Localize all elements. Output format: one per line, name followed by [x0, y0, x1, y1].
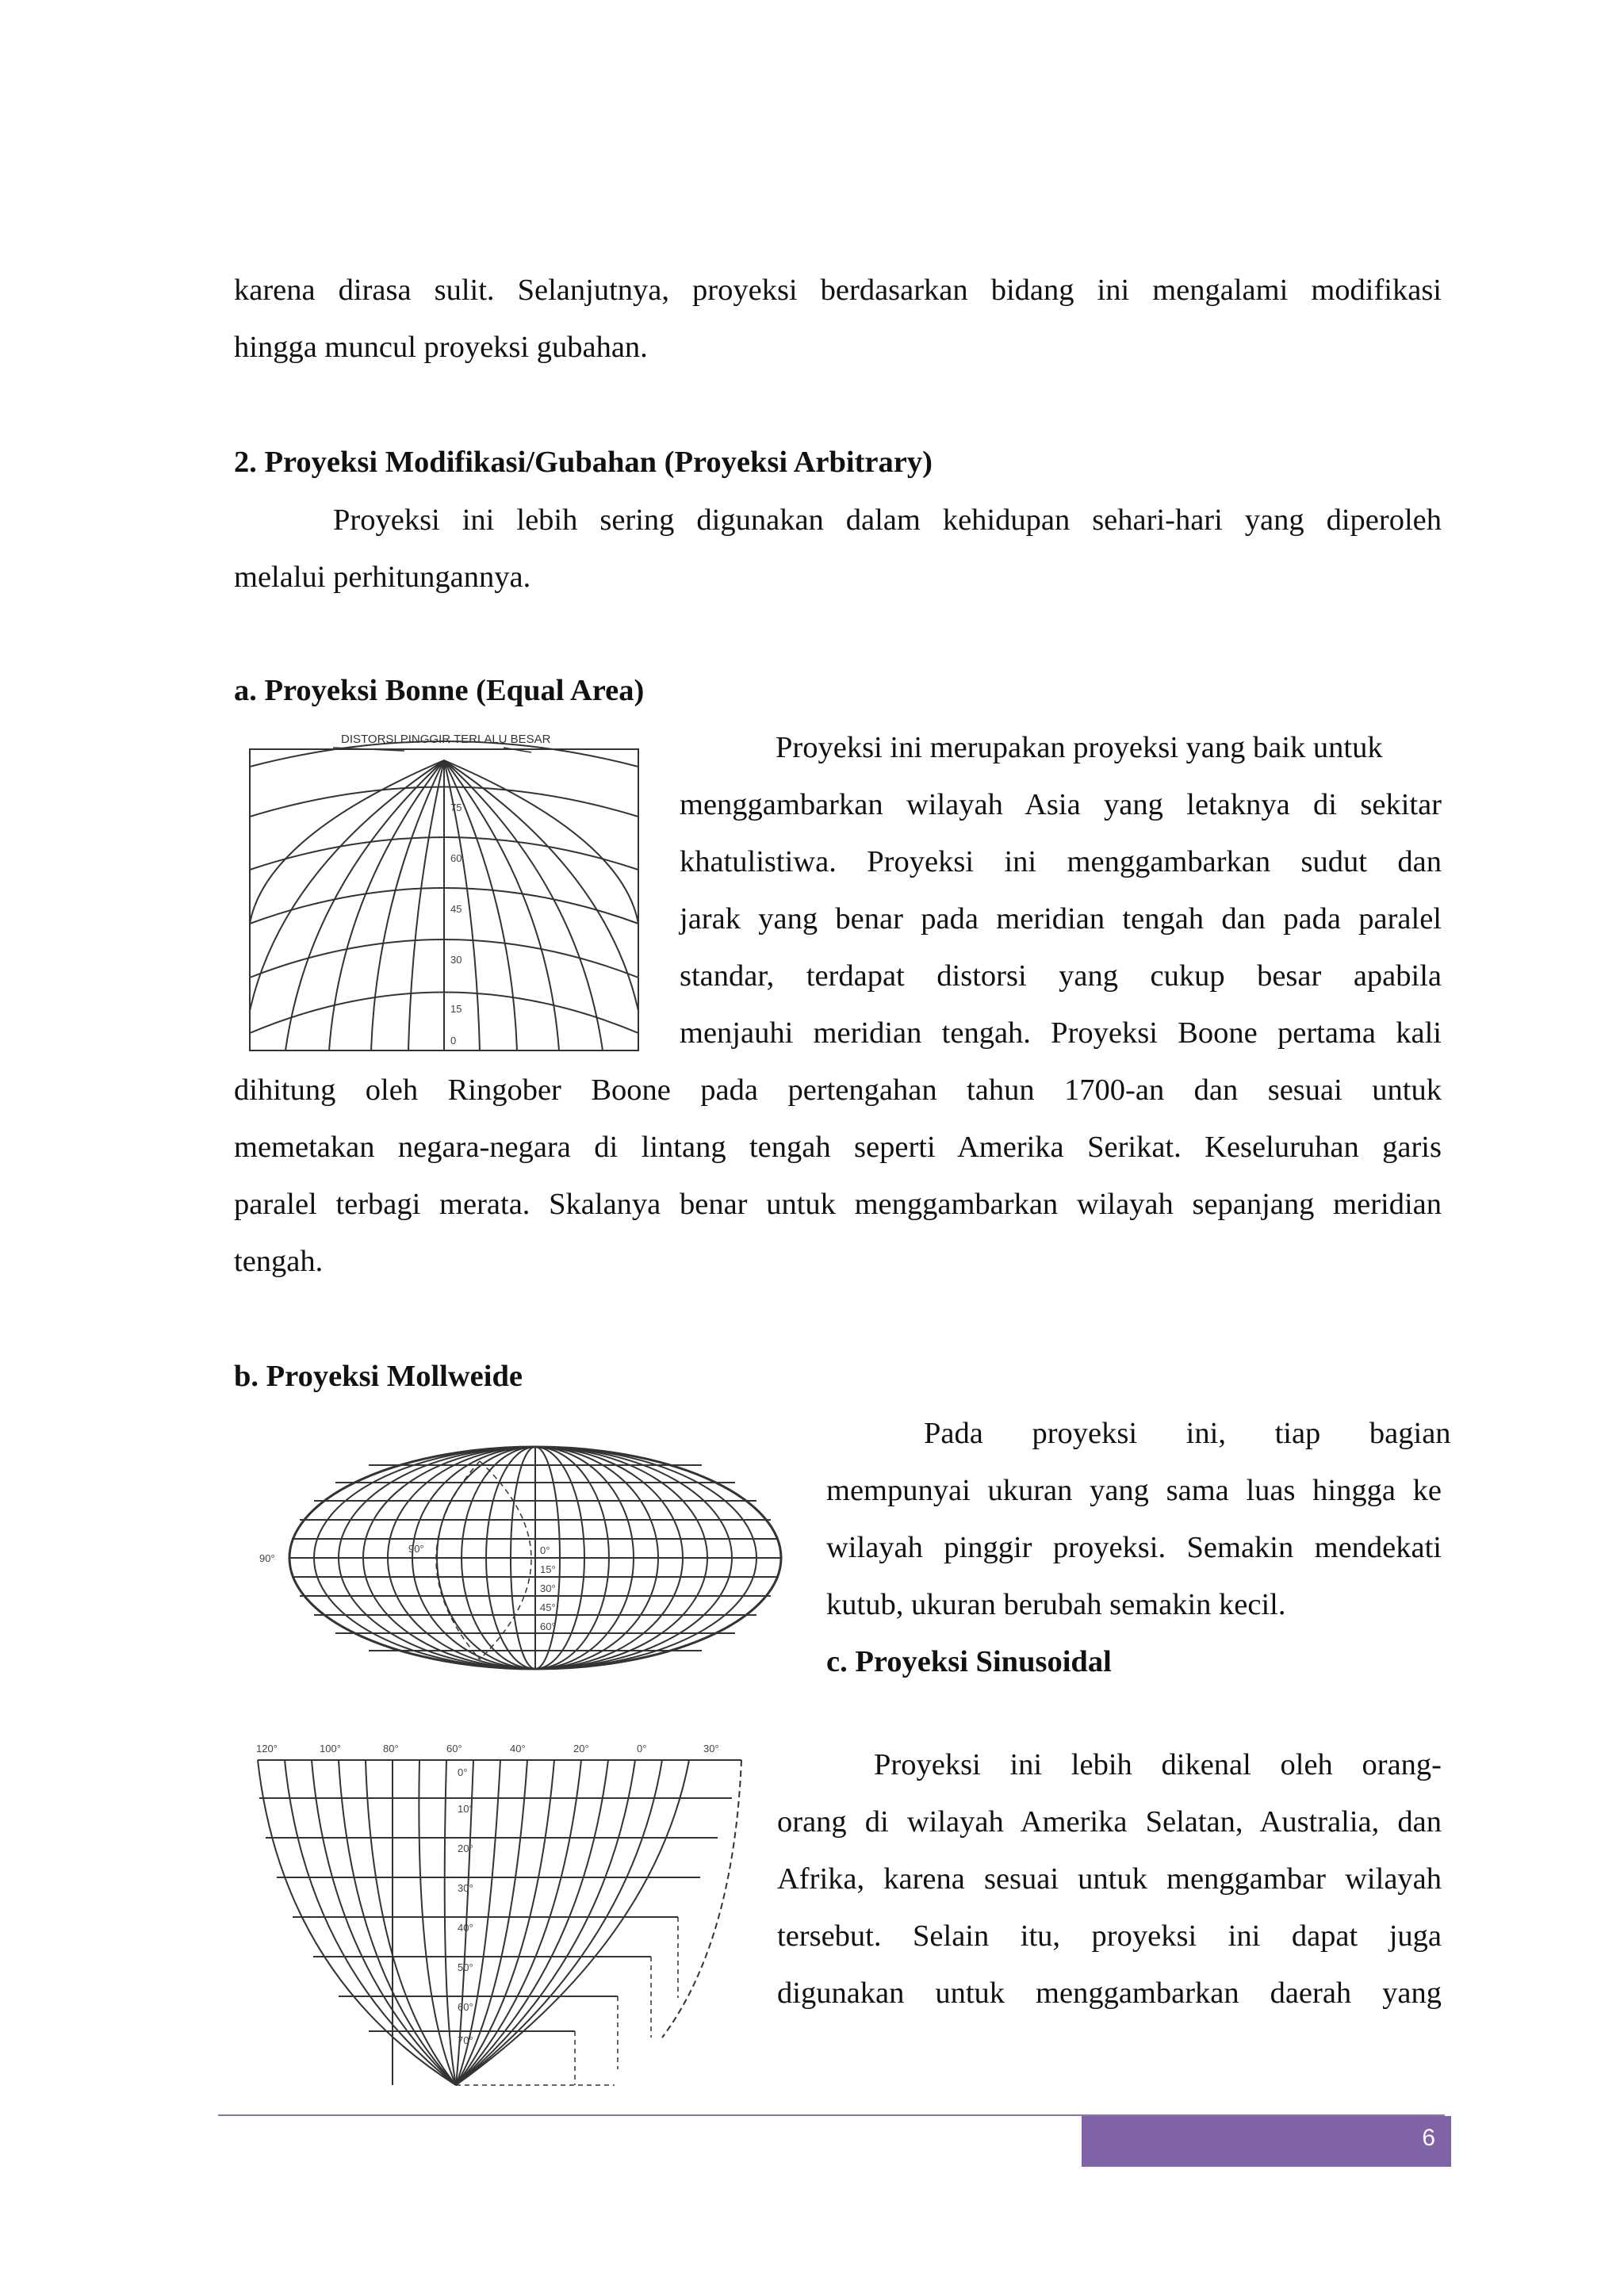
mollweide-line-4: kutub, ukuran berubah semakin kecil.	[826, 1588, 1286, 1621]
sinusoidal-lat-3: 30°	[458, 1882, 473, 1894]
bonne-line-6: menjauhi meridian tengah. Proyeksi Boone pertama kali	[680, 1016, 1442, 1050]
mollweide-label-1: 90°	[408, 1543, 424, 1555]
sinusoidal-lat-7: 70°	[458, 2034, 473, 2046]
sinusoidal-lat-2: 20°	[458, 1843, 473, 1854]
sinusoidal-lat-1: 10°	[458, 1803, 473, 1815]
bonne-label-1: 60	[450, 852, 462, 864]
bonne-line-1: Proyeksi ini merupakan proyeksi yang baik untuk	[776, 731, 1383, 764]
sinusoidal-top-label-1: 100°	[320, 1743, 341, 1755]
bonne-line-5: standar, terdapat distorsi yang cukup besar apabila	[680, 959, 1442, 993]
mollweide-line-3: wilayah pinggir proyeksi. Semakin mendekati	[826, 1531, 1442, 1564]
intro-line-1: karena dirasa sulit. Selanjutnya, proyeksi berdasarkan bidang ini mengalami modifikasi	[234, 274, 1442, 307]
sinusoidal-top-label-6: 0°	[637, 1743, 647, 1755]
bonne-line-10: tengah.	[234, 1245, 324, 1278]
mollweide-label-0: 90°	[259, 1552, 275, 1564]
bonne-line-3: khatulistiwa. Proyeksi ini menggambarkan sudut dan	[680, 845, 1442, 878]
mollweide-label-4: 30°	[540, 1582, 556, 1594]
sinusoidal-top-label-2: 80°	[383, 1743, 399, 1755]
sinusoidal-line-2: orang di wilayah Amerika Selatan, Australia, dan	[777, 1805, 1442, 1839]
sinusoidal-line-1: Proyeksi ini lebih dikenal oleh orang-	[874, 1748, 1442, 1781]
bonne-label-5: 0	[450, 1035, 457, 1047]
bonne-label-3: 30	[450, 954, 462, 966]
heading-bonne: a. Proyeksi Bonne (Equal Area)	[234, 674, 645, 707]
sinusoidal-lat-0: 0°	[458, 1766, 468, 1778]
bonne-label-2: 45	[450, 903, 462, 915]
bonne-caption: DISTORSI PINGGIR TERLALU BESAR	[341, 733, 551, 746]
sinusoidal-projection-figure	[250, 1736, 757, 2101]
sinusoidal-line-3: Afrika, karena sesuai untuk menggambar wilayah	[777, 1862, 1442, 1896]
heading-sinusoidal: c. Proyeksi Sinusoidal	[826, 1645, 1112, 1678]
mollweide-line-1: Pada proyeksi ini, tiap bagian	[924, 1417, 1451, 1450]
bonne-label-4: 15	[450, 1003, 462, 1015]
bonne-label-0: 75	[450, 802, 462, 813]
bonne-line-9: paralel terbagi merata. Skalanya benar untuk menggambarkan wilayah sepanjang meridian	[234, 1188, 1442, 1221]
sinusoidal-top-label-5: 20°	[573, 1743, 589, 1755]
sinusoidal-line-4: tersebut. Selain itu, proyeksi ini dapat juga	[777, 1919, 1442, 1953]
page-number: 6	[1082, 2116, 1451, 2167]
sinusoidal-lat-5: 50°	[458, 1961, 473, 1973]
section2-line-2: melalui perhitungannya.	[234, 561, 531, 594]
mollweide-label-3: 15°	[540, 1563, 556, 1575]
sinusoidal-top-label-3: 60°	[446, 1743, 462, 1755]
mollweide-label-6: 60°	[540, 1621, 556, 1632]
mollweide-projection-figure	[250, 1433, 821, 1679]
mollweide-line-2: mempunyai ukuran yang sama luas hingga ke	[826, 1474, 1442, 1507]
bonne-line-4: jarak yang benar pada meridian tengah dan pada paralel	[680, 902, 1442, 936]
heading-mollweide: b. Proyeksi Mollweide	[234, 1360, 523, 1393]
section-heading-arbitrary: 2. Proyeksi Modifikasi/Gubahan (Proyeksi Arbitrary)	[234, 446, 933, 479]
sinusoidal-lat-6: 60°	[458, 2001, 473, 2013]
intro-line-2: hingga muncul proyeksi gubahan.	[234, 331, 648, 364]
sinusoidal-top-label-4: 40°	[510, 1743, 526, 1755]
bonne-line-8: memetakan negara-negara di lintang tengah seperti Amerika Serikat. Keseluruhan garis	[234, 1131, 1442, 1164]
sinusoidal-line-5: digunakan untuk menggambarkan daerah yang	[777, 1976, 1442, 2010]
bonne-projection-figure	[242, 725, 646, 1058]
mollweide-label-2: 0°	[540, 1544, 550, 1556]
sinusoidal-lat-4: 40°	[458, 1922, 473, 1934]
bonne-line-7: dihitung oleh Ringober Boone pada pertengahan tahun 1700-an dan sesuai untuk	[234, 1073, 1442, 1107]
sinusoidal-top-label-7: 30°	[703, 1743, 719, 1755]
bonne-line-2: menggambarkan wilayah Asia yang letaknya di sekitar	[680, 788, 1442, 821]
section2-line-1: Proyeksi ini lebih sering digunakan dalam kehidupan sehari-hari yang diperoleh	[333, 503, 1442, 537]
sinusoidal-top-label-0: 120°	[256, 1743, 278, 1755]
mollweide-label-5: 45°	[540, 1601, 556, 1613]
